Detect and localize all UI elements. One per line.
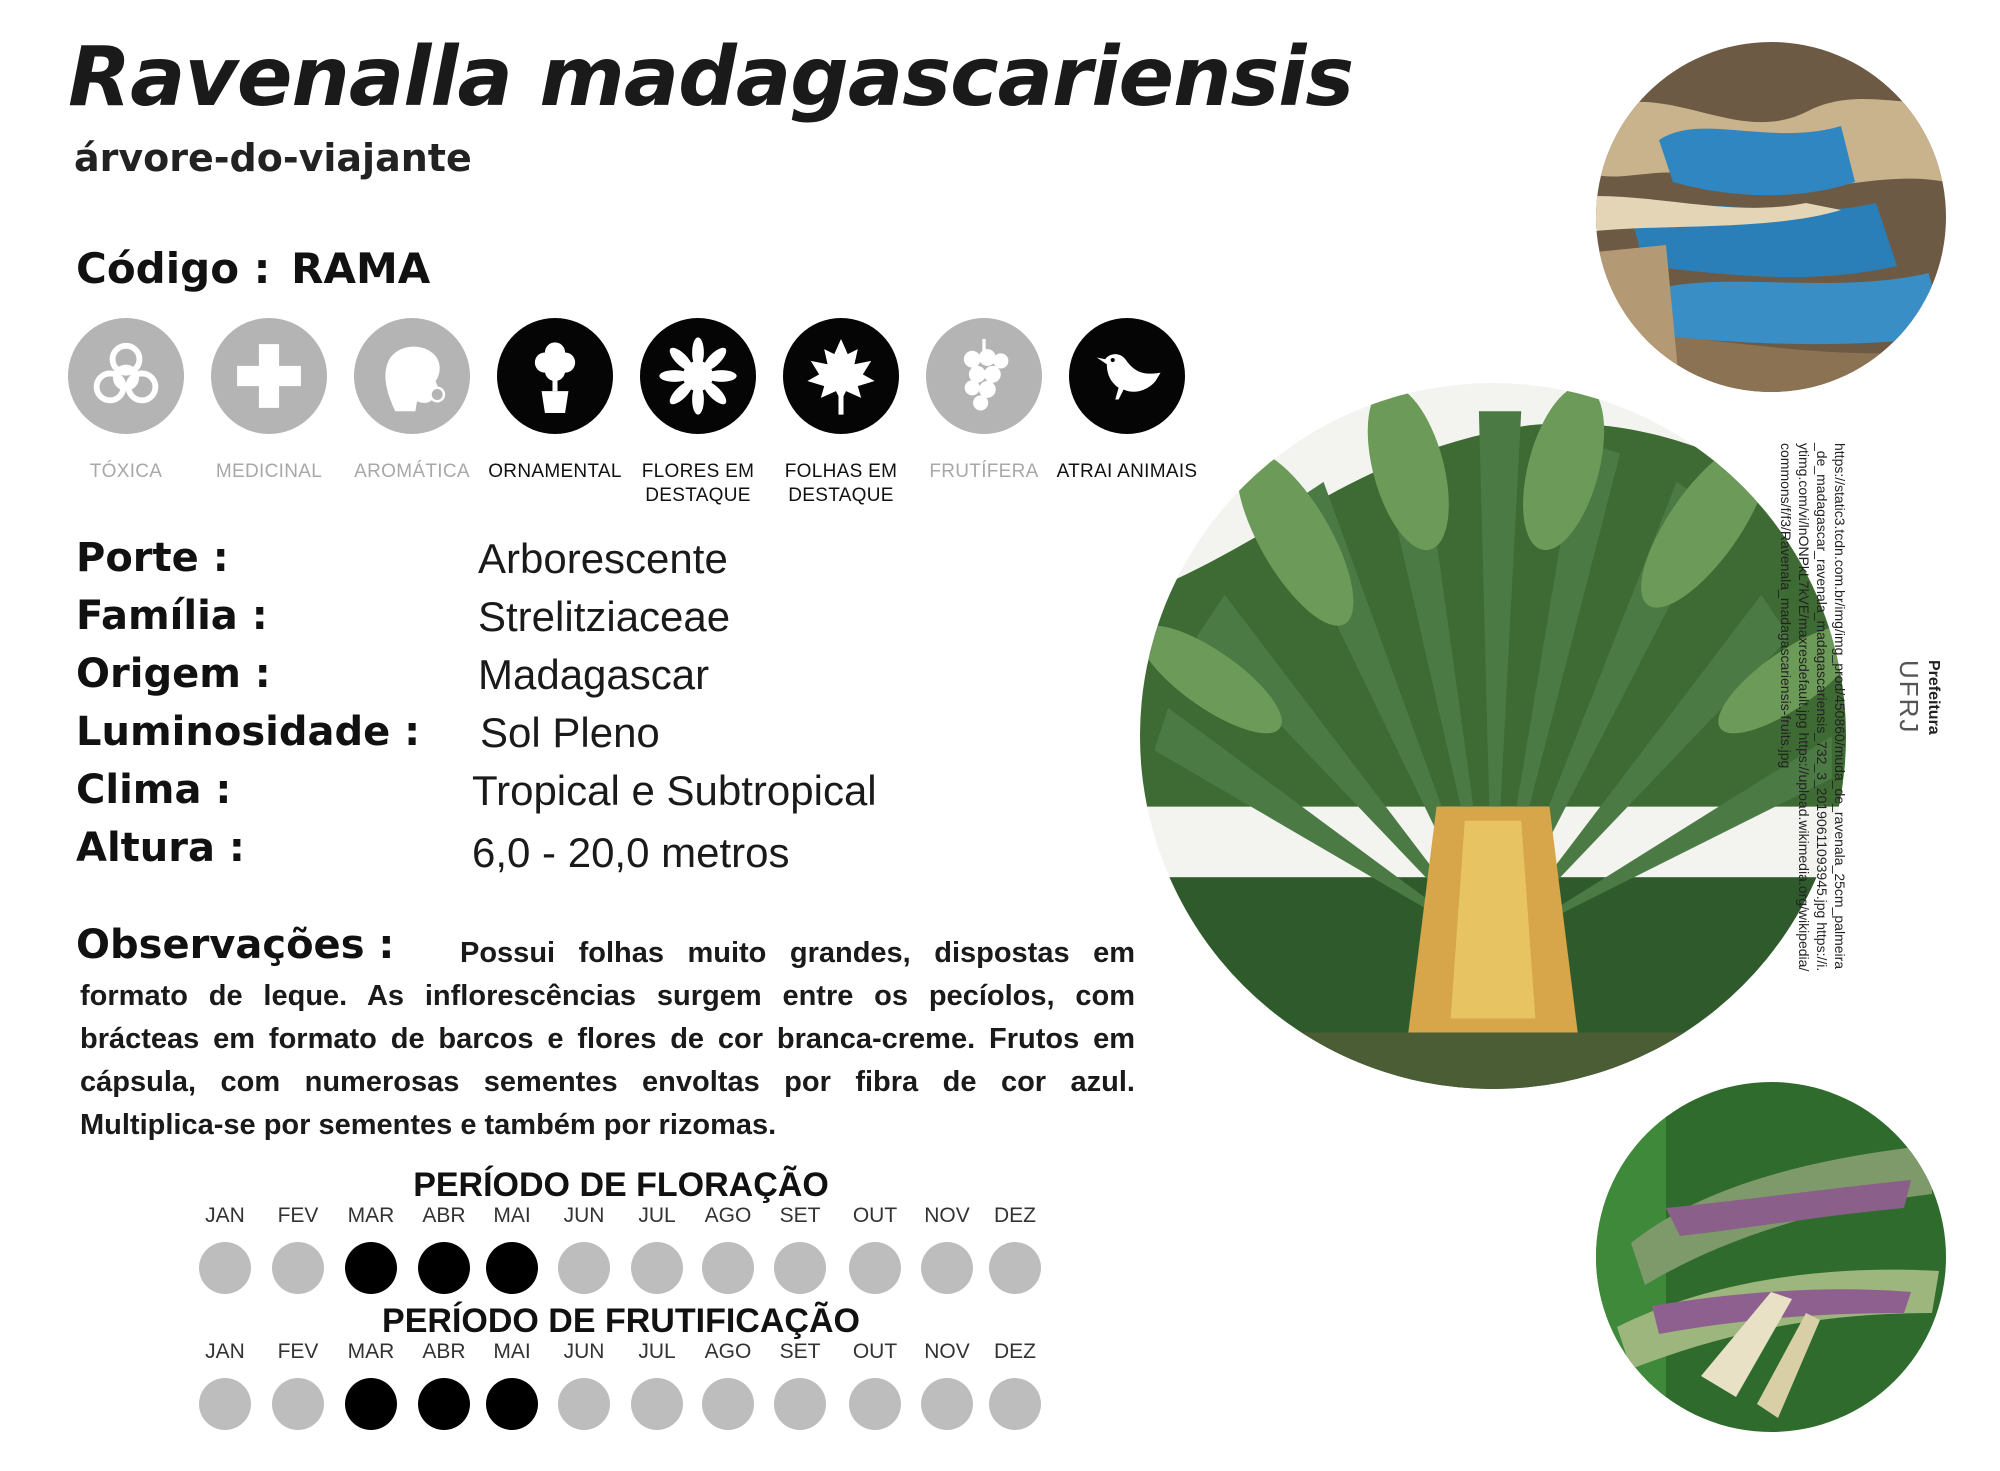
fruit-capsule-photo bbox=[1596, 42, 1946, 392]
category-label: FRUTÍFERA bbox=[929, 461, 1039, 482]
month-jul: JUL bbox=[622, 1204, 692, 1294]
flowering-period-title: PERÍODO DE FLORAÇÃO bbox=[413, 1166, 829, 1204]
month-dez: DEZ bbox=[980, 1204, 1050, 1294]
observations-text: Possui folhas muito grandes, dispostas em formato de leque. As inflorescências surgem entre os pecíolos, com brácteas em formato de barcos e flores de cor branca-creme. Frutos em cápsula, com numerosas sementes envoltas por fibra de cor azul. Multiplica-se por sementes e também por rizomas. bbox=[80, 937, 1135, 1141]
month-set: SET bbox=[765, 1204, 835, 1294]
flowering-calendar bbox=[190, 1204, 1070, 1314]
category-attracts-animals bbox=[1052, 318, 1202, 484]
code-value: RAMA bbox=[291, 244, 431, 293]
month-dot bbox=[702, 1378, 754, 1430]
species-code bbox=[76, 244, 430, 293]
property-value: Arborescente bbox=[478, 535, 728, 582]
month-dot bbox=[631, 1242, 683, 1294]
category-label: TÓXICA bbox=[89, 461, 163, 482]
month-jul: JUL bbox=[622, 1340, 692, 1430]
category-label: ORNAMENTAL bbox=[488, 461, 622, 482]
property-label: Porte : bbox=[76, 535, 229, 581]
property-label: Família : bbox=[76, 593, 268, 639]
prefeitura-ufrj-logo bbox=[1882, 660, 1942, 810]
month-set: SET bbox=[765, 1340, 835, 1430]
month-dot bbox=[849, 1378, 901, 1430]
property-value: Tropical e Subtropical bbox=[472, 767, 877, 814]
observations-label: Observações : bbox=[76, 922, 395, 968]
property-label: Clima : bbox=[76, 767, 232, 813]
month-dot bbox=[774, 1242, 826, 1294]
category-label: AROMÁTICA bbox=[354, 461, 470, 482]
month-out: OUT bbox=[840, 1204, 910, 1294]
logo-line2: UFRJ bbox=[1894, 660, 1924, 735]
month-dot bbox=[486, 1378, 538, 1430]
category-fruit bbox=[909, 318, 1059, 484]
month-ago: AGO bbox=[693, 1204, 763, 1294]
traveler-tree-photo bbox=[1140, 383, 1846, 1089]
property-label: Altura : bbox=[76, 825, 245, 871]
category-medicinal bbox=[194, 318, 344, 484]
month-dot bbox=[989, 1242, 1041, 1294]
leaf-icon bbox=[799, 334, 883, 418]
month-dot bbox=[774, 1378, 826, 1430]
category-flowers bbox=[623, 318, 773, 508]
species-scientific-name: Ravenalla madagascariensis bbox=[68, 30, 1354, 125]
grapes-icon bbox=[942, 334, 1026, 418]
biohazard-icon bbox=[84, 334, 168, 418]
month-mai: MAI bbox=[477, 1340, 547, 1430]
month-abr: ABR bbox=[409, 1204, 479, 1294]
month-dot bbox=[345, 1378, 397, 1430]
property-label: Origem : bbox=[76, 651, 271, 697]
month-dot bbox=[272, 1378, 324, 1430]
month-dot bbox=[345, 1242, 397, 1294]
month-dot bbox=[418, 1242, 470, 1294]
month-dot bbox=[558, 1242, 610, 1294]
month-jun: JUN bbox=[549, 1340, 619, 1430]
logo-line1: Prefeitura bbox=[1925, 660, 1942, 735]
species-common-name: árvore-do-viajante bbox=[74, 136, 472, 180]
potted-tree-icon bbox=[513, 334, 597, 418]
month-jun: JUN bbox=[549, 1204, 619, 1294]
month-dot bbox=[989, 1378, 1041, 1430]
month-dot bbox=[921, 1242, 973, 1294]
month-abr: ABR bbox=[409, 1340, 479, 1430]
category-toxic bbox=[51, 318, 201, 484]
month-dot bbox=[272, 1242, 324, 1294]
flower-icon bbox=[656, 334, 740, 418]
month-mai: MAI bbox=[477, 1204, 547, 1294]
category-label: MEDICINAL bbox=[215, 461, 323, 482]
month-jan: JAN bbox=[190, 1340, 260, 1430]
category-leaves bbox=[766, 318, 916, 508]
month-dot bbox=[631, 1378, 683, 1430]
category-label: FLORES EM DESTAQUE bbox=[641, 461, 755, 506]
aroma-head-icon bbox=[370, 334, 454, 418]
fruiting-calendar bbox=[190, 1340, 1070, 1450]
property-label: Luminosidade : bbox=[76, 709, 421, 755]
category-aromatic bbox=[337, 318, 487, 484]
month-nov: NOV bbox=[912, 1204, 982, 1294]
month-nov: NOV bbox=[912, 1340, 982, 1430]
category-label: ATRAI ANIMAIS bbox=[1056, 461, 1198, 482]
property-value: Madagascar bbox=[478, 651, 710, 698]
month-dot bbox=[486, 1242, 538, 1294]
fruiting-period-title: PERÍODO DE FRUTIFICAÇÃO bbox=[382, 1302, 860, 1340]
month-dot bbox=[199, 1242, 251, 1294]
inflorescence-photo bbox=[1596, 1082, 1946, 1432]
category-ornamental bbox=[480, 318, 630, 484]
month-mar: MAR bbox=[336, 1340, 406, 1430]
month-jan: JAN bbox=[190, 1204, 260, 1294]
month-dot bbox=[849, 1242, 901, 1294]
month-out: OUT bbox=[840, 1340, 910, 1430]
month-dot bbox=[418, 1378, 470, 1430]
month-fev: FEV bbox=[263, 1204, 333, 1294]
month-dot bbox=[921, 1378, 973, 1430]
month-dot bbox=[558, 1378, 610, 1430]
image-sources: https://static3.tcdn.com.br/img/img_prod/450860/muda_de_ravenala_25cm_palmeira_de_madagascar_ravenala_madagascariensis_732_3_20190611093945.jpg https://i.ytimg.com/vi/lnONPkL7kVE/maxresdefault.jpg https://upload.wikimedia.org/wikipedia/commons/f/f3/Ravenala_madagascariensis-fruits.jpg bbox=[1778, 443, 1848, 972]
month-dot bbox=[199, 1378, 251, 1430]
month-dot bbox=[702, 1242, 754, 1294]
month-fev: FEV bbox=[263, 1340, 333, 1430]
bird-icon bbox=[1085, 334, 1169, 418]
month-dez: DEZ bbox=[980, 1340, 1050, 1430]
month-mar: MAR bbox=[336, 1204, 406, 1294]
medical-cross-icon bbox=[227, 334, 311, 418]
property-value: Sol Pleno bbox=[480, 709, 660, 756]
property-value: Strelitziaceae bbox=[478, 593, 731, 640]
category-label: FOLHAS EM DESTAQUE bbox=[784, 461, 898, 506]
property-value: 6,0 - 20,0 metros bbox=[472, 829, 790, 876]
code-label: Código : bbox=[76, 244, 271, 293]
month-ago: AGO bbox=[693, 1340, 763, 1430]
